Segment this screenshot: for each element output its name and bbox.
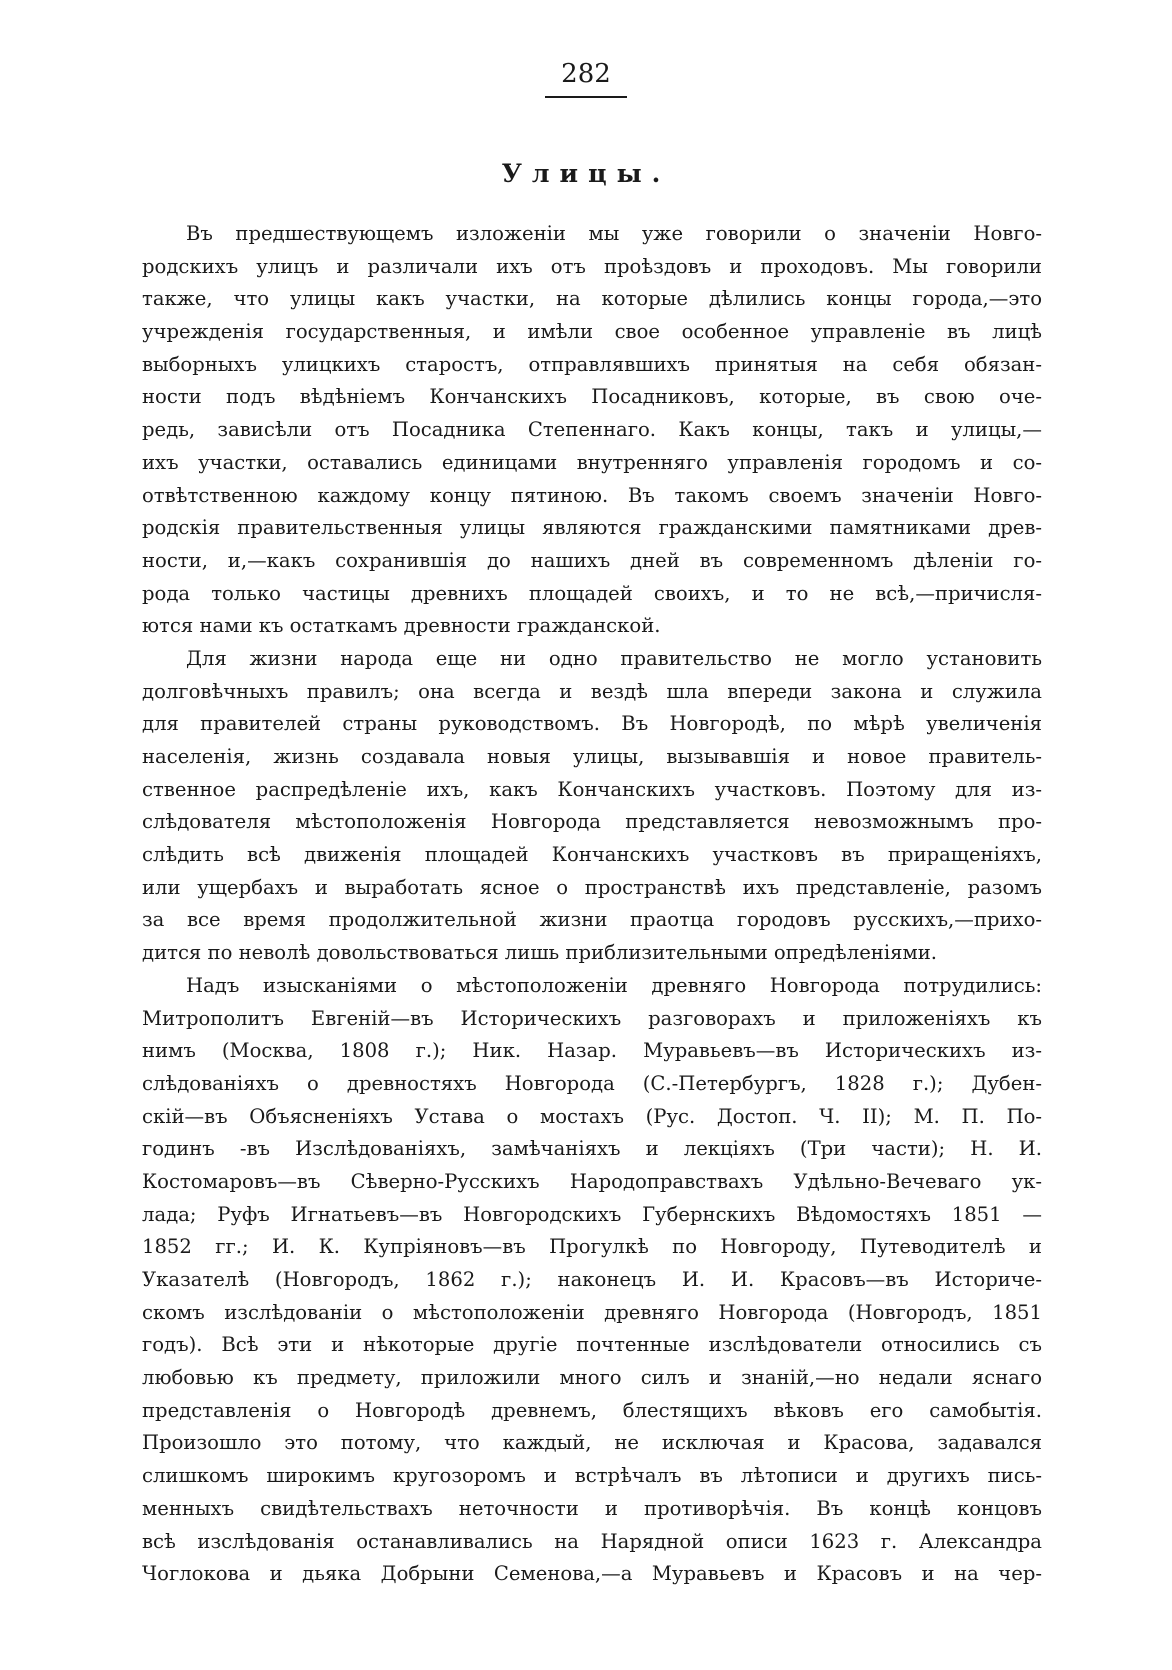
text-line: слишкомъ широкимъ кругозоромъ и встрѣчалъ въ лѣтописи и другихъ пись- [142,1464,1042,1488]
text-line: скомъ изслѣдованiи о мѣстоположенiи древняго Новгорода (Новгородъ, 1851 [142,1300,1042,1324]
body-text [142,218,1042,1591]
text-line: дится по неволѣ довольствоваться лишь приблизительными опредѣленiями. [142,941,938,965]
text-line: за все время продолжительной жизни праотца городовъ русскихъ,—прихо- [142,908,1042,932]
text-line: нимъ (Москва, 1808 г.); Ник. Назар. Муравьевъ—въ Историческихъ из- [142,1039,1042,1063]
text-line: годинъ -въ Изслѣдованiяхъ, замѣчанiяхъ и лекцiяхъ (Три части); Н. И. [142,1137,1042,1161]
paragraph [142,643,1042,970]
text-line: представленiя о Новгородѣ древнемъ, блестящихъ вѣковъ его самобытiя. [142,1398,1042,1422]
text-line: Указателѣ (Новгородъ, 1862 г.); наконецъ И. И. Красовъ—въ Историче- [142,1268,1042,1291]
text-line: или ущербахъ и выработать ясное о пространствѣ ихъ представленiе, разомъ [142,875,1042,899]
text-line: слѣдить всѣ движенiя площадей Кончанскихъ участковъ въ приращенiяхъ, [142,843,1042,867]
text-line: слѣдователя мѣстоположенiя Новгорода представляется невозможнымъ про- [142,810,1042,834]
text-line: слѣдованiяхъ о древностяхъ Новгорода (С.-Петербургъ, 1828 г.); Дубен- [142,1071,1042,1095]
text-line: 1852 гг.; И. К. Купрiяновъ—въ Прогулкѣ по Новгороду, Путеводителѣ и [142,1235,1042,1259]
text-line: лада; Руфъ Игнатьевъ—въ Новгородскихъ Губернскихъ Вѣдомостяхъ 1851 — [142,1202,1042,1226]
paragraph [142,218,1042,643]
text-line: учрежденiя государственныя, и имѣли свое особенное управленiе въ лицѣ [142,320,1042,344]
text-line: Въ предшествующемъ изложенiи мы уже говорили о значенiи Новго- [186,222,1042,245]
text-line: менныхъ свидѣтельствахъ неточности и противорѣчiя. Въ концѣ концовъ [142,1496,1042,1520]
text-line: также, что улицы какъ участки, на которые дѣлились концы города,—это [142,287,1042,311]
text-line: рода только частицы древнихъ площадей своихъ, и то не всѣ,—причисля- [142,581,1042,605]
text-line: долговѣчныхъ правилъ; она всегда и вездѣ шла впереди закона и служила [142,679,1042,703]
text-line: Для жизни народа еще ни одно правительство не могло установить [186,646,1042,670]
text-line: родскiя правительственныя улицы являются гражданскими памятниками древ- [142,516,1042,540]
text-line: любовью къ предмету, приложили много силъ и знанiй,—но недали яснаго [142,1366,1042,1390]
page-number-container [0,56,1172,98]
text-line: Костомаровъ—въ Сѣверно-Русскихъ Народоправствахъ Удѣльно-Вечеваго ук- [142,1169,1042,1193]
text-line: для правителей страны руководствомъ. Въ Новгородѣ, по мѣрѣ увеличенiя [142,712,1042,736]
paragraph [142,970,1042,1591]
text-line: Надъ изысканiями о мѣстоположенiи древняго Новгорода потрудились: [186,973,1042,997]
text-line: ственное распредѣленiе ихъ, какъ Кончанскихъ участковъ. Поэтому для из- [142,777,1042,801]
text-line: годъ). Всѣ эти и нѣкоторые другiе почтенные изслѣдователи относились съ [142,1333,1042,1357]
text-line: всѣ изслѣдованiя останавливались на Нарядной описи 1623 г. Александра [142,1529,1042,1553]
text-line: ности подъ вѣдѣнiемъ Кончанскихъ Посадниковъ, которые, въ свою оче- [142,385,1042,409]
text-line: редь, зависѣли отъ Посадника Степеннаго. Какъ концы, такъ и улицы,— [142,418,1042,442]
text-line: населенiя, жизнь создавала новыя улицы, вызывавшiя и новое правитель- [142,745,1042,768]
text-line: выборныхъ улицкихъ старостъ, отправлявшихъ принятыя на себя обязан- [142,352,1042,376]
page-number: 282 [545,56,627,98]
text-line: ихъ участки, оставались единицами внутренняго управленiя городомъ и со- [142,450,1042,474]
text-line: Чоглокова и дьяка Добрыни Семенова,—а Муравьевъ и Красовъ и на чер- [142,1562,1042,1586]
text-line: скiй—въ Объясненiяхъ Устава о мостахъ (Рус. Достоп. Ч. II); М. П. По- [142,1104,1042,1128]
text-line: родскихъ улицъ и различали ихъ отъ проѣздовъ и проходовъ. Мы говорили [142,254,1042,278]
text-line: Митрополитъ Евгенiй—въ Историческихъ разговорахъ и приложенiяхъ къ [142,1006,1042,1030]
text-line: отвѣтственною каждому концу пятиною. Въ такомъ своемъ значенiи Новго- [142,483,1042,507]
text-line: ности, и,—какъ сохранившiя до нашихъ дней въ современномъ дѣленiи го- [142,548,1042,572]
section-heading: Улицы. [501,159,671,188]
text-line: Произошло это потому, что каждый, не исключая и Красова, задавался [142,1431,1042,1455]
text-line: ются нами къ остаткамъ древности гражданской. [142,614,661,638]
